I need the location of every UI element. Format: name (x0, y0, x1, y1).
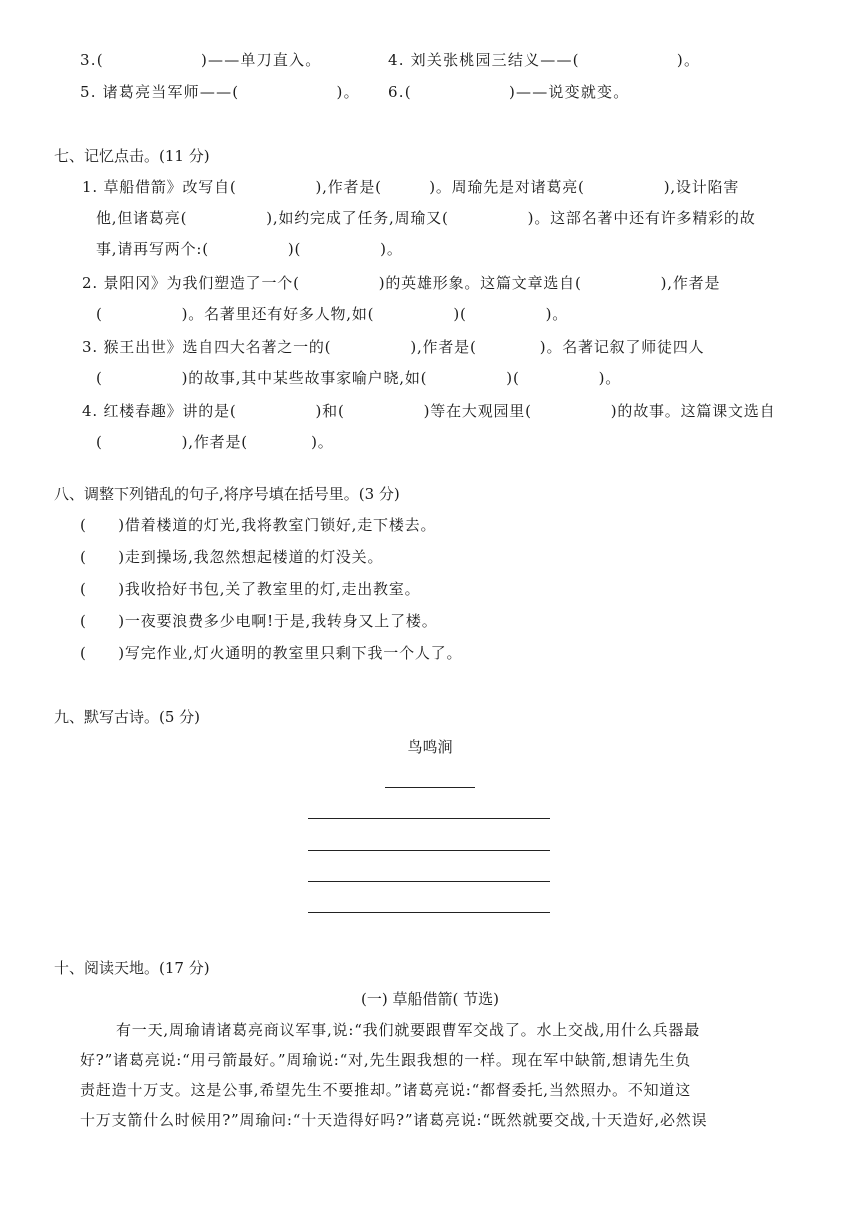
passage-line: 十万支箭什么时候用?”周瑜问:“十天造得好吗?”诸葛亮说:“既然就要交战,十天造好,必然误 (80, 1111, 708, 1129)
passage-line: 有一天,周瑜请诸葛亮商议军事,说:“我们就要跟曹军交战了。水上交战,用什么兵器最 (116, 1021, 701, 1039)
section-7-line: 2. 景阳冈》为我们塑造了一个( )的英雄形象。这篇文章选自( ),作者是 (82, 274, 721, 292)
passage-title: (一) 草船借箭( 节选) (361, 990, 499, 1008)
top-item-4: 4. 刘关张桃园三结义——( )。 (388, 51, 701, 69)
section-7-line: ( )的故事,其中某些故事家喻户晓,如( )( )。 (96, 369, 622, 387)
section-7-line: 4. 红楼春趣》讲的是( )和( )等在大观园里( )的故事。这篇课文选自 (82, 402, 776, 420)
poem-answer-line[interactable] (308, 912, 550, 913)
section-8-line: ( )一夜要浪费多少电啊!于是,我转身又上了楼。 (80, 612, 438, 630)
section-9-heading: 九、默写古诗。(5 分) (54, 708, 201, 726)
section-8-line: ( )走到操场,我忽然想起楼道的灯没关。 (80, 548, 384, 566)
section-7-line: 3. 猴王出世》选自四大名著之一的( ),作者是( )。名著记叙了师徒四人 (82, 338, 705, 356)
poem-answer-line[interactable] (308, 818, 550, 819)
passage-line: 好?”诸葛亮说:“用弓箭最好。”周瑜说:“对,先生跟我想的一样。现在军中缺箭,想请先生负 (80, 1051, 692, 1069)
section-10-heading: 十、阅读天地。(17 分) (54, 959, 210, 977)
section-8-line: ( )我收拾好书包,关了教室里的灯,走出教室。 (80, 580, 421, 598)
section-7-line: 他,但诸葛亮( ),如约完成了任务,周瑜又( )。这部名著中还有许多精彩的故 (96, 209, 756, 227)
section-8-heading: 八、调整下列错乱的句子,将序号填在括号里。(3 分) (54, 485, 400, 503)
poem-answer-line[interactable] (308, 881, 550, 882)
passage-line: 责赶造十万支。这是公事,希望先生不要推却。”诸葛亮说:“都督委托,当然照办。不知道这 (80, 1081, 692, 1099)
section-8-line: ( )写完作业,灯火通明的教室里只剩下我一个人了。 (80, 644, 463, 662)
top-item-6: 6.( )——说变就变。 (388, 83, 630, 101)
top-item-3: 3.( )——单刀直入。 (80, 51, 322, 69)
section-7-line: 1. 草船借箭》改写自( ),作者是( )。周瑜先是对诸葛亮( ),设计陷害 (82, 178, 740, 196)
section-8-line: ( )借着楼道的灯光,我将教室门锁好,走下楼去。 (80, 516, 437, 534)
section-7-heading: 七、记忆点击。(11 分) (54, 147, 210, 165)
section-7-line: ( ),作者是( )。 (96, 433, 334, 451)
top-item-5: 5. 诸葛亮当军师——( )。 (80, 83, 360, 101)
poem-answer-line[interactable] (308, 850, 550, 851)
section-7-line: ( )。名著里还有好多人物,如( )( )。 (96, 305, 569, 323)
poem-title: 鸟鸣涧 (407, 738, 453, 756)
section-7-line: 事,请再写两个:( )( )。 (96, 240, 403, 258)
author-answer-line[interactable] (385, 787, 475, 788)
